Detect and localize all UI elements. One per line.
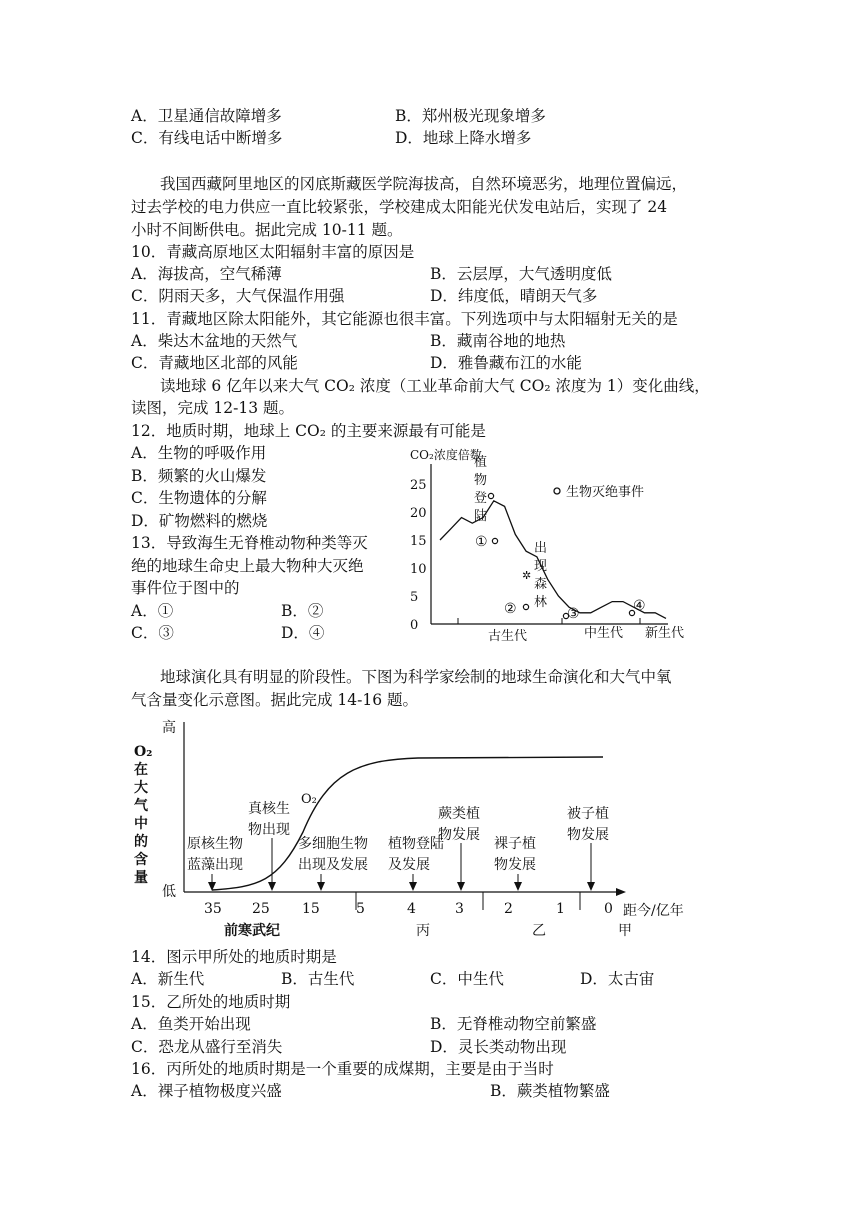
event-point-2 (523, 604, 528, 609)
ann-forest-3: 森 (534, 577, 548, 592)
q16-stem: 16．丙所处的地质时期是一个重要的成煤期，主要是由于当时 (131, 1060, 554, 1078)
q10-option-d: D．纬度低，晴朗天气多 (430, 287, 598, 305)
co2-chart (400, 440, 700, 645)
event-multicellular (298, 835, 368, 891)
svg-text:被子植: 被子植 (567, 806, 609, 822)
passage3-line2: 气含量变化示意图。据此完成 14-16 题。 (131, 691, 419, 709)
marker-3: ③ (567, 606, 580, 622)
q12-option-c: C．生物遗体的分解 (131, 489, 267, 507)
q10-option-a: A．海拔高，空气稀薄 (131, 265, 282, 283)
svg-text:真核生: 真核生 (248, 801, 290, 817)
passage2-line2: 读图，完成 12-13 题。 (131, 399, 295, 417)
passage3-line1: 地球演化具有明显的阶段性。下图为科学家绘制的地球生命演化和大气中氧 (160, 668, 672, 686)
o2-ylabel-char: 大 (134, 780, 148, 796)
o2-curve-label: O₂ (301, 792, 317, 807)
o2-xtick-label: 35 (204, 901, 222, 917)
svg-text:蕨类植: 蕨类植 (438, 806, 480, 822)
o2-ylabel-char: 的 (134, 834, 148, 850)
o2-xtick-label: 4 (407, 901, 416, 917)
q12-option-a: A．生物的呼吸作用 (131, 444, 267, 462)
o2-ylabel-char: 量 (134, 870, 148, 886)
eon-precambrian: 前寒武纪 (224, 923, 280, 939)
q16-option-a: A．裸子植物极度兴盛 (131, 1082, 282, 1100)
passage1-line2: 过去学校的电力供应一直比较紧张，学校建成太阳能光伏发电站后，实现了 24 (131, 198, 668, 216)
o2-x-unit: 距今/亿年 (623, 903, 684, 919)
q9-option-c: C．有线电话中断增多 (131, 129, 283, 147)
q14-option-d: D．太古宙 (580, 970, 655, 988)
ann-plant-2: 物 (474, 473, 488, 488)
forest-star-icon: ✲ (522, 569, 532, 582)
svg-text:植物登陆: 植物登陆 (388, 836, 444, 852)
event-angiosperms (567, 805, 609, 891)
passage1-line3: 小时不间断供电。据此完成 10-11 题。 (131, 221, 403, 239)
q13-stem-line1: 13．导致海生无脊椎动物种类等灭 (131, 534, 368, 552)
svg-text:物发展: 物发展 (567, 827, 609, 843)
o2-y-high: 高 (162, 720, 176, 736)
q11-stem: 11．青藏地区除太阳能外，其它能源也很丰富。下列选项中与太阳辐射无关的是 (131, 310, 678, 328)
co2-ytick-label: 25 (410, 478, 427, 493)
q16-option-b: B．蕨类植物繁盛 (490, 1082, 610, 1100)
q9-option-b: B．郑州极光现象增多 (395, 107, 546, 125)
q11-option-d: D．雅鲁藏布江的水能 (430, 354, 582, 372)
marker-2: ② (504, 601, 517, 617)
passage2-line1: 读地球 6 亿年以来大气 CO₂ 浓度（工业革命前大气 CO₂ 浓度为 1）变化曲线， (160, 377, 710, 395)
era-mesozoic: 中生代 (584, 626, 624, 641)
q13-stem-line2: 绝的地球生命史上最大物种大灭绝 (131, 557, 364, 575)
q13-option-d: D．④ (281, 624, 325, 642)
svg-text:出现及发展: 出现及发展 (298, 857, 368, 873)
q12-option-d: D．矿物燃料的燃烧 (131, 512, 268, 530)
q14-option-a: A．新生代 (131, 970, 205, 988)
q9-option-a: A．卫星通信故障增多 (131, 107, 282, 125)
event-land-plants (388, 835, 444, 891)
o2-ylabel-char: O₂ (134, 744, 153, 760)
q13-stem-line3: 事件位于图中的 (131, 579, 240, 597)
era-cenozoic: 新生代 (645, 626, 685, 641)
q14-option-c: C．中生代 (430, 970, 504, 988)
q14-option-b: B．古生代 (281, 970, 355, 988)
svg-text:物出现: 物出现 (248, 822, 290, 838)
q13-option-b: B．② (281, 602, 324, 620)
svg-text:及发展: 及发展 (388, 857, 430, 873)
co2-ytick-label: 15 (410, 534, 427, 549)
svg-text:多细胞生物: 多细胞生物 (298, 836, 368, 852)
o2-xtick-label: 2 (504, 901, 513, 917)
ann-plant-1: 植 (474, 455, 488, 470)
event-ferns (438, 805, 480, 891)
q11-option-b: B．藏南谷地的地热 (430, 332, 566, 350)
o2-ylabel-char: 在 (134, 762, 148, 778)
event-gymnosperms (494, 835, 536, 891)
event-point-1 (492, 538, 497, 543)
o2-xtick-label: 15 (302, 901, 320, 917)
co2-ytick-label: 0 (410, 618, 419, 633)
passage1-line1: 我国西藏阿里地区的冈底斯藏医学院海拔高，自然环境恶劣，地理位置偏远， (160, 175, 688, 193)
event-prokaryote (187, 835, 243, 891)
q10-option-b: B．云层厚，大气透明度低 (430, 265, 612, 283)
q13-option-c: C．③ (131, 624, 174, 642)
era-paleozoic: 古生代 (488, 629, 528, 644)
co2-ytick-label: 5 (410, 590, 419, 605)
event-point-plant (488, 493, 493, 498)
svg-text:物发展: 物发展 (494, 857, 536, 873)
q15-option-c: C．恐龙从盛行至消失 (131, 1038, 283, 1056)
q11-option-a: A．柴达木盆地的天然气 (131, 332, 298, 350)
legend-label: 生物灭绝事件 (566, 485, 645, 500)
q14-stem: 14．图示甲所处的地质时期是 (131, 948, 337, 966)
q12-option-b: B．频繁的火山爆发 (131, 467, 267, 485)
eon-yi: 乙 (532, 923, 546, 939)
q10-option-c: C．阴雨天多，大气保温作用强 (131, 287, 345, 305)
q13-option-a: A．① (131, 602, 174, 620)
legend-marker (554, 488, 560, 494)
marker-4: ④ (633, 598, 646, 614)
event-eukaryote (248, 800, 290, 891)
o2-ylabel-char: 含 (134, 852, 148, 868)
o2-ylabel-char: 气 (134, 798, 148, 814)
q9-option-d: D．地球上降水增多 (395, 129, 532, 147)
q15-stem: 15．乙所处的地质时期 (131, 993, 291, 1011)
q15-option-d: D．灵长类动物出现 (430, 1038, 567, 1056)
svg-text:裸子植: 裸子植 (494, 836, 536, 852)
o2-xtick-label: 1 (556, 901, 565, 917)
o2-xtick-label: 3 (455, 901, 464, 917)
ann-plant-4: 陆 (474, 509, 488, 524)
eon-bing: 丙 (416, 923, 430, 939)
q12-stem: 12．地质时期，地球上 CO₂ 的主要来源最有可能是 (131, 422, 486, 440)
svg-text:物发展: 物发展 (438, 827, 480, 843)
ann-forest-1: 出 (534, 541, 548, 556)
o2-ylabel-char: 中 (134, 816, 148, 832)
ann-forest-2: 现 (534, 559, 548, 574)
q10-stem: 10．青藏高原地区太阳辐射丰富的原因是 (131, 243, 415, 261)
o2-xtick-label: 25 (252, 901, 270, 917)
eon-jia: 甲 (618, 923, 632, 939)
q11-option-c: C．青藏地区北部的风能 (131, 354, 298, 372)
co2-ylabel: CO₂浓度倍数 (410, 448, 482, 462)
q15-option-a: A．鱼类开始出现 (131, 1015, 251, 1033)
q15-option-b: B．无脊椎动物空前繁盛 (430, 1015, 597, 1033)
o2-xtick-label: 5 (356, 901, 365, 917)
o2-y-low: 低 (162, 884, 176, 900)
ann-forest-4: 林 (534, 595, 548, 610)
co2-ytick-label: 10 (410, 562, 427, 577)
o2-chart (128, 712, 728, 942)
o2-xtick-label: 0 (604, 901, 613, 917)
svg-text:原核生物: 原核生物 (187, 836, 243, 852)
marker-1: ① (475, 534, 488, 550)
svg-text:蓝藻出现: 蓝藻出现 (187, 857, 243, 873)
co2-ytick-label: 20 (410, 506, 427, 521)
ann-plant-3: 登 (474, 491, 488, 506)
